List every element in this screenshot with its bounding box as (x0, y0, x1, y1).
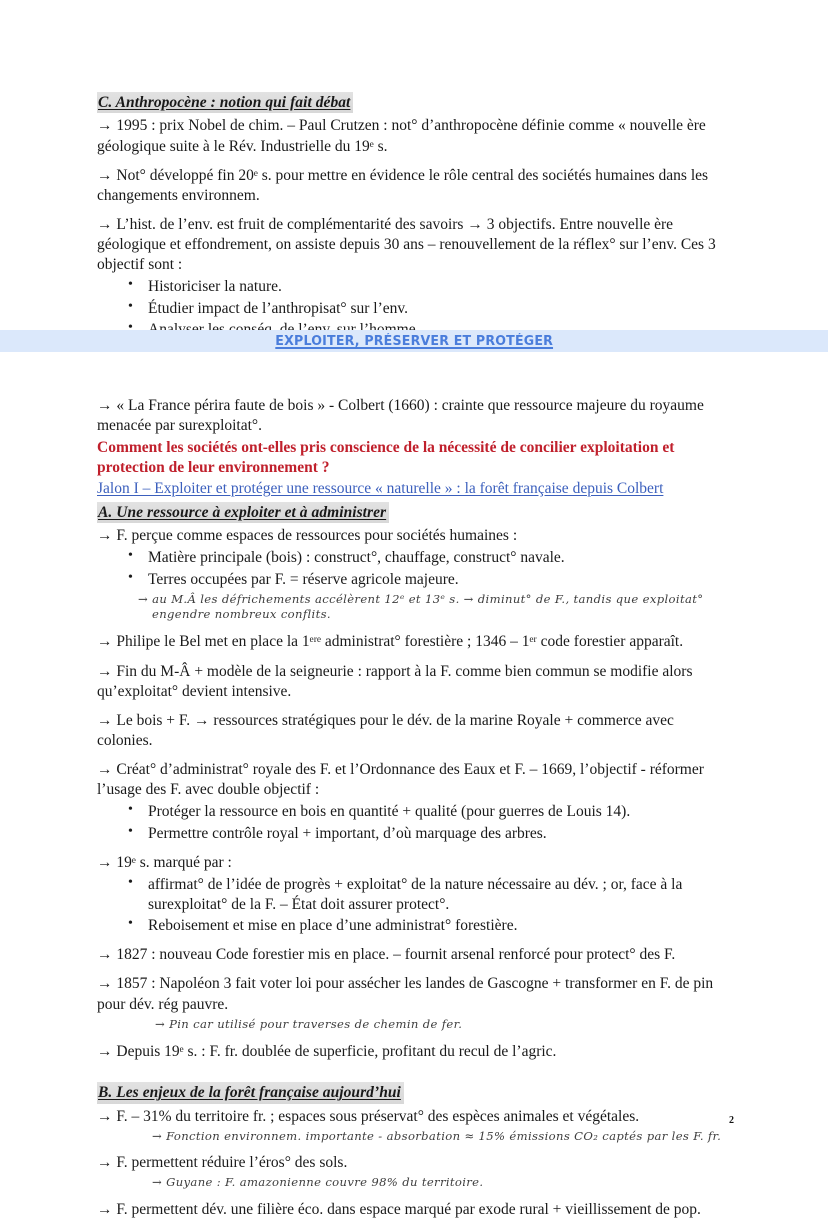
section-a-bullet-list-3 (97, 875, 725, 936)
list-item: • Protéger la ressource en bois en quantité + qualité (pour guerres de Louis 14). (97, 802, 725, 822)
section-b-note-2: → Guyane : F. amazonienne couvre 98% du territoire. (152, 1175, 484, 1190)
list-item: • Historiciser la nature. (97, 277, 725, 297)
section-c-paragraph-3: → L’hist. de l’env. est fruit de complémentarité des savoirs → 3 objectifs. Entre nouvelle ère géologique et effondrement, on assiste depuis 30 ans – renouvellement de la réflex° sur l’env. Ces 3 objectif sont : (97, 215, 716, 274)
section-a-paragraph-3: → Le bois + F. → ressources stratégiques pour le dév. de la marine Royale + commerce avec colonies. (97, 711, 674, 750)
section-a-paragraph-final: → Depuis 19ᵉ s. : F. fr. doublée de superficie, profitant du recul de l’agric. (97, 1043, 557, 1061)
list-item: • Reboisement et mise en place d’une administrat° forestière. (97, 916, 725, 936)
section-a-paragraph-5: → 1827 : nouveau Code forestier mis en place. – fournit arsenal renforcé pour protect° des F. (97, 946, 676, 964)
section-a-note-2: → Pin car utilisé pour traverses de chemin de fer. (155, 1016, 463, 1031)
section-a-bullet-list-1 (97, 548, 725, 589)
section-a-heading-wrap (97, 502, 725, 525)
section-a-paragraph-4: → Créat° d’administrat° royale des F. et l’Ordonnance des Eaux et F. – 1669, l’objectif - réformer l’usage des F. avec double objectif : (97, 761, 704, 799)
section-a-note-1: → au M.Â les défrichements accélèrent 12ᵉ et 13ᵉ s. → diminut° de F., tandis que exploitat° engendre nombreux conflits. (138, 591, 704, 622)
document-content (97, 92, 725, 1229)
list-item: • Permettre contrôle royal + important, d’où marquage des arbres. (97, 824, 725, 844)
page-number: 2 (729, 1115, 734, 1126)
section-c-paragraph-1: → 1995 : prix Nobel de chim. – Paul Crutzen : not° d’anthropocène définie comme « nouvelle ère géologique suite à le Rév. Industrielle du 19ᵉ s. (97, 117, 706, 155)
list-item: • Étudier impact de l’anthropisat° sur l’env. (97, 299, 725, 319)
list-item: • affirmat° de l’idée de progrès + exploitat° de la nature nécessaire au dév. ; or, face à la surexploitat° de la F. – État doit assurer protect°. (97, 875, 725, 915)
section-a-lead: → F. perçue comme espaces de ressources pour sociétés humaines : (97, 527, 518, 545)
jalon-link[interactable]: Jalon I – Exploiter et protéger une ressource « naturelle » : la forêt française depuis Colbert (97, 479, 664, 497)
colbert-quote-paragraph: → « La France périra faute de bois » - Colbert (1660) : crainte que ressource majeure du royaume menacée par surexploitat°. (97, 396, 704, 434)
section-c-heading: C. Anthropocène : notion qui fait débat (97, 92, 353, 113)
banner-spacer (97, 349, 725, 396)
section-b-paragraph-2: → F. permettent réduire l’éros° des sols. (97, 1154, 348, 1172)
section-c-paragraph-2: → Not° développé fin 20ᵉ s. pour mettre en évidence le rôle central des sociétés humaines dans les changements environnem. (97, 166, 709, 204)
section-a-paragraph-2: → Fin du M-Â + modèle de la seigneurie : rapport à la F. comme bien commun se modifie alors qu’exploitat° devient intensive. (97, 662, 693, 700)
section-b-note-1: → Fonction environnem. importante - absorbation ≈ 15% émissions CO₂ captés par les F. fr. (152, 1128, 722, 1143)
section-a-paragraph-1: → Philipe le Bel met en place la 1ᵉʳᵉ administrat° forestière ; 1346 – 1ᵉʳ code forestier apparaît. (97, 633, 684, 651)
section-banner (0, 330, 828, 352)
section-b-paragraph-1: → F. – 31% du territoire fr. ; espaces sous préservat° des espèces animales et végétales. (97, 1107, 640, 1125)
section-b-heading-wrap (97, 1082, 725, 1105)
section-banner-title: EXPLOITER, PRÉSERVER ET PROTÉGER (275, 333, 553, 349)
section-b-paragraph-3: → F. permettent dév. une filière éco. dans espace marqué par exode rural + vieillissement de pop. (97, 1200, 701, 1218)
section-c-heading-wrap (97, 92, 725, 115)
section-a-paragraph-6: → 1857 : Napoléon 3 fait voter loi pour assécher les landes de Gascogne + transformer en F. de pin pour dév. rég pauvre. (97, 975, 714, 1013)
guiding-question: Comment les sociétés ont-elles pris conscience de la nécessité de concilier exploitation et protection de leur environnement ? (97, 439, 675, 476)
section-a-heading: A. Une ressource à exploiter et à administrer (97, 502, 389, 523)
section-a-lead-19e: → 19ᵉ s. marqué par : (97, 853, 232, 871)
section-a-bullet-list-2 (97, 802, 725, 843)
list-item: • Matière principale (bois) : construct°, chauffage, construct° navale. (97, 548, 725, 568)
section-b-heading: B. Les enjeux de la forêt française aujourd’hui (97, 1082, 404, 1103)
list-item: • Terres occupées par F. = réserve agricole majeure. (97, 570, 725, 590)
